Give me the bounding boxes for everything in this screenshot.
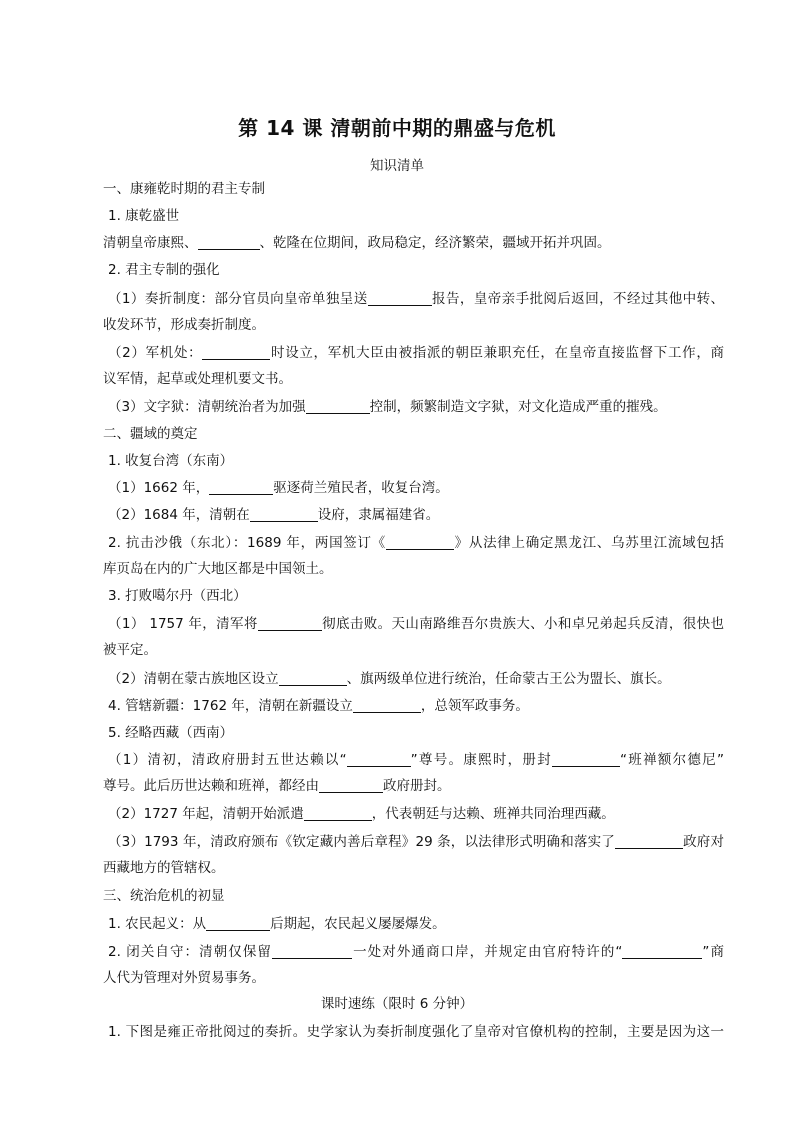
paragraph [108, 611, 724, 637]
text: 报告，皇帝亲手批阅后返回，不经过其他中转、 [431, 291, 725, 307]
paragraph: 议军情，起草或处理机要文书。 [103, 371, 292, 387]
text: 4. 管辖新疆：1762 年，清朝在新疆设立 [108, 698, 353, 714]
text: （2）1684 年，清朝在 [108, 507, 250, 523]
fill-blank[interactable] [209, 478, 273, 495]
paragraph [108, 530, 724, 556]
text: 驱逐荷兰殖民者，收复台湾。 [273, 480, 449, 496]
text: 2. 闭关自守：清朝仅保留 [108, 944, 272, 960]
heading-1: 一、康雍乾时期的君主专制 [103, 181, 265, 197]
paragraph [108, 829, 724, 855]
sub-heading: 1. 收复台湾（东南） [108, 453, 234, 469]
text: 控制，频繁制造文字狱，对文化造成严重的摧残。 [369, 399, 667, 415]
text: 》从法律上确定黑龙江、乌苏里江流域包括 [453, 535, 725, 551]
paragraph [103, 773, 723, 799]
heading-2: 二、疆域的奠定 [103, 426, 198, 442]
text: （2）1727 年起，清朝开始派遣 [108, 806, 304, 822]
fill-blank[interactable] [272, 942, 352, 959]
text: 1. 农民起义：从 [108, 916, 207, 932]
text: 清朝皇帝康熙、 [103, 235, 198, 251]
fill-blank[interactable] [622, 942, 702, 959]
text: “班禅额尔德尼” [620, 752, 724, 768]
paragraph [103, 230, 723, 256]
paragraph [108, 286, 724, 312]
question-1: 1. 下图是雍正帝批阅过的奏折。史学家认为奏折制度强化了皇帝对官僚机构的控制，主要是因为这一 [108, 1024, 724, 1040]
text: 、旗两级单位进行统治，任命蒙古王公为盟长、旗长。 [346, 671, 671, 687]
text: （2）清朝在蒙古族地区设立 [108, 671, 279, 687]
paragraph [108, 747, 724, 773]
text: （2）军机处： [108, 345, 203, 361]
paragraph [108, 801, 728, 827]
paragraph [108, 340, 724, 366]
text: 2. 抗击沙俄（东北）：1689 年，两国签订《 [108, 535, 386, 551]
text: （1）1662 年， [108, 480, 210, 496]
text: （1）奏折制度：部分官员向皇帝单独呈送 [108, 291, 368, 307]
paragraph: 收发环节，形成奏折制度。 [103, 317, 265, 333]
text: 后期起，农民起义屡屡爆发。 [270, 916, 446, 932]
paragraph: 被平定。 [103, 642, 157, 658]
text: ，代表朝廷与达赖、班禅共同治理西藏。 [371, 806, 615, 822]
paragraph: 西藏地方的管辖权。 [103, 860, 225, 876]
fill-blank[interactable] [319, 776, 383, 793]
text: （1）清初，清政府册封五世达赖以“ [108, 752, 347, 768]
fill-blank[interactable] [304, 804, 372, 821]
text: 时设立，军机大臣由被指派的朝臣兼职充任，在皇帝直接监督下工作，商 [270, 345, 725, 361]
sub-heading: 3. 打败噶尔丹（西北） [108, 588, 247, 604]
paragraph [108, 911, 728, 937]
fill-blank[interactable] [347, 750, 411, 767]
fill-blank[interactable] [202, 343, 270, 360]
paragraph [108, 394, 728, 420]
fill-blank[interactable] [552, 750, 620, 767]
paragraph [108, 475, 728, 501]
paragraph: 库页岛在内的广大地区都是中国领土。 [103, 561, 333, 577]
fill-blank[interactable] [353, 696, 421, 713]
paragraph: 人代为管理对外贸易事务。 [103, 970, 265, 986]
text: （1） 1757 年，清军将 [108, 616, 258, 632]
text: 、乾隆在位期间，政局稳定，经济繁荣，疆域开拓并巩固。 [259, 235, 611, 251]
fill-blank[interactable] [279, 669, 347, 686]
text: 设府，隶属福建省。 [317, 507, 440, 523]
paragraph [108, 939, 724, 965]
section-subtitle: 知识清单 [370, 158, 424, 174]
fill-blank[interactable] [198, 233, 260, 250]
fill-blank[interactable] [258, 614, 322, 631]
text: 彻底击败。天山南路维吾尔贵族大、小和卓兄弟起兵反清，很快也 [321, 616, 725, 632]
text: （3）1793 年，清政府颁布《钦定藏内善后章程》29 条，以法律形式明确和落实了 [108, 834, 615, 850]
text: 一处对外通商口岸，并规定由官府特许的“ [352, 944, 623, 960]
text: ”商 [702, 944, 724, 960]
fill-blank[interactable] [206, 914, 270, 931]
text: ，总领军政事务。 [420, 698, 529, 714]
fill-blank[interactable] [615, 832, 683, 849]
page-title: 第 14 课 清朝前中期的鼎盛与危机 [238, 116, 556, 140]
text: 尊号。此后历世达赖和班禅，都经由 [103, 778, 319, 794]
text: 政府对 [682, 834, 724, 850]
fill-blank[interactable] [386, 533, 454, 550]
paragraph [108, 693, 728, 719]
heading-3: 三、统治危机的初显 [103, 888, 225, 904]
sub-heading: 2. 君主专制的强化 [108, 262, 220, 278]
paragraph [108, 666, 728, 692]
practice-heading: 课时速练（限时 6 分钟） [320, 996, 474, 1012]
fill-blank[interactable] [250, 505, 318, 522]
fill-blank[interactable] [368, 289, 432, 306]
sub-heading: 5. 经略西藏（西南） [108, 725, 234, 741]
text: 政府册封。 [383, 778, 451, 794]
text: （3）文字狱：清朝统治者为加强 [108, 399, 306, 415]
paragraph [108, 502, 728, 528]
sub-heading: 1. 康乾盛世 [108, 208, 180, 224]
fill-blank[interactable] [306, 397, 370, 414]
text: ”尊号。康熙时，册封 [410, 752, 553, 768]
